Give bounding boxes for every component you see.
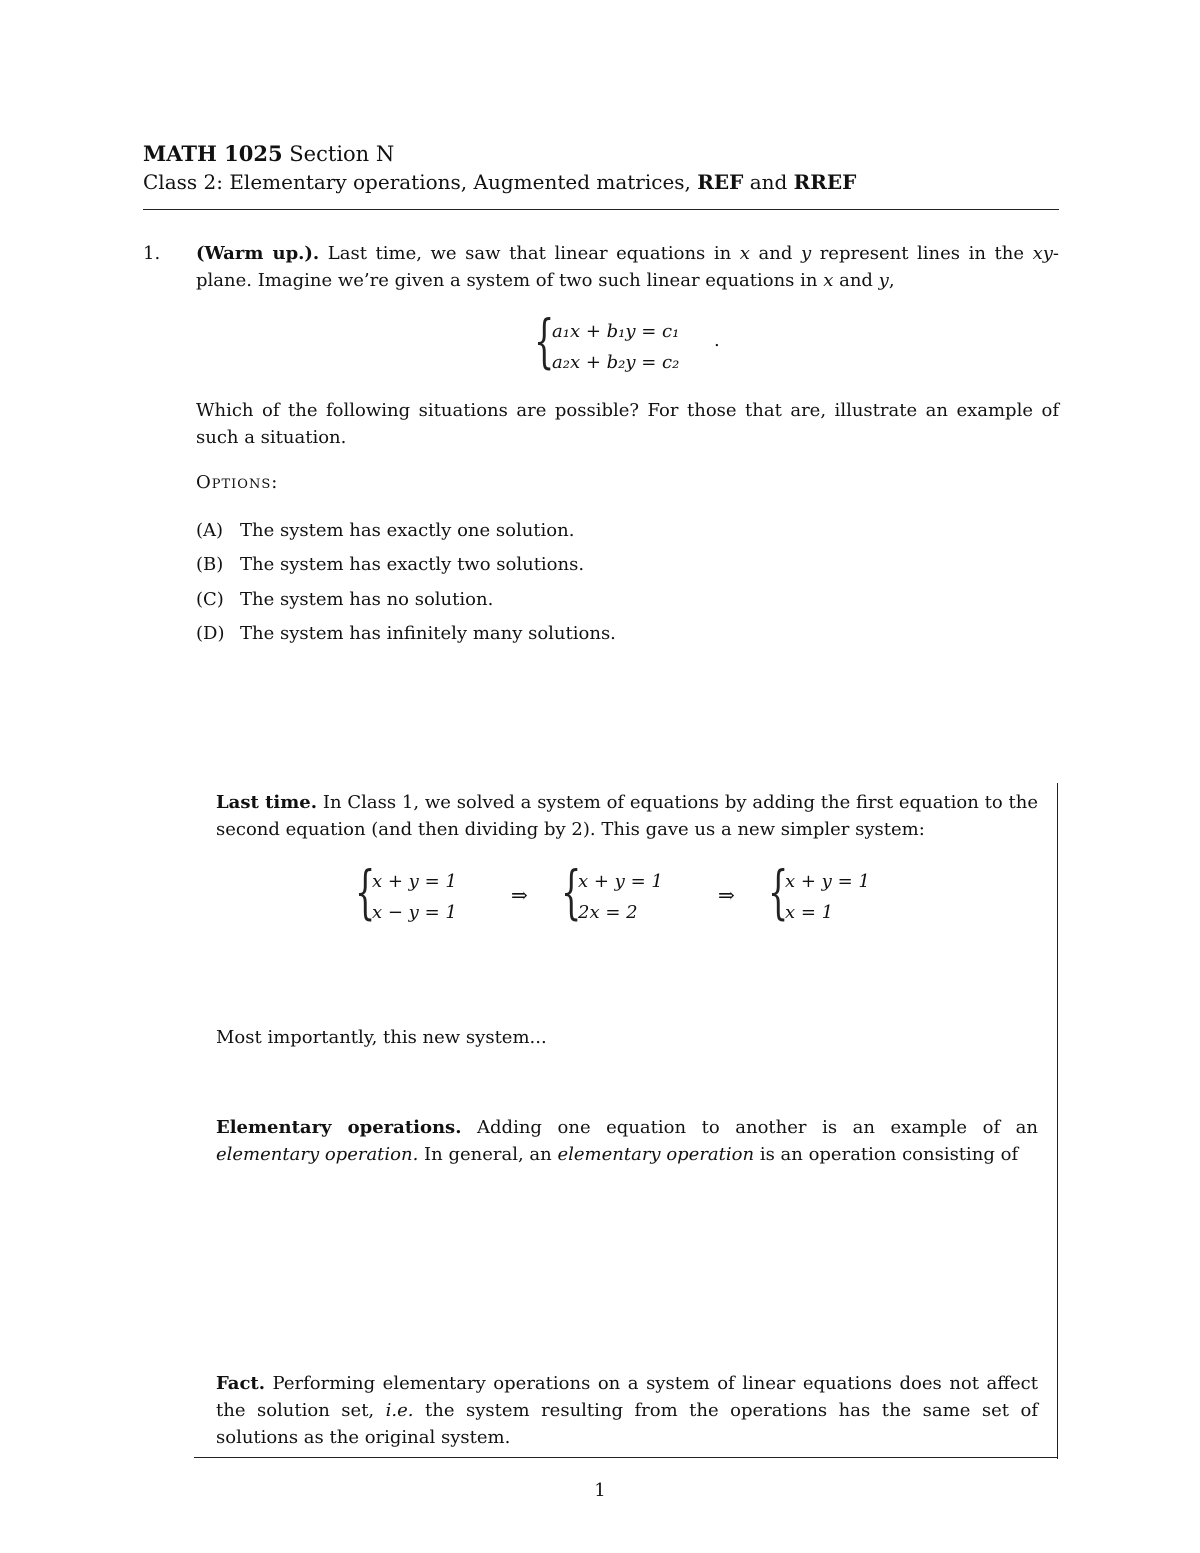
problem-intro — [196, 240, 1059, 294]
class-title-rref: RREF — [793, 170, 857, 194]
problem-question: Which of the following situations are possible? For those that are, illustrate an example of such a situation. — [196, 400, 1059, 448]
box-right-border — [1057, 783, 1058, 1459]
last-time-title: Last time. — [216, 792, 318, 813]
system-2-eq-1: x + y = 1 — [578, 871, 663, 892]
intro-and-1: and — [749, 243, 801, 264]
options-heading: Options: — [196, 472, 279, 493]
left-brace-icon-1: { — [355, 858, 376, 926]
box-bottom-border — [194, 1457, 1058, 1458]
option-a-text: The system has exactly one solution. — [240, 520, 575, 541]
elem-emphasis-2: elementary operation — [557, 1144, 755, 1165]
system-1-eq-2: x − y = 1 — [372, 902, 457, 923]
implies-arrow-icon-1: ⇒ — [511, 883, 528, 907]
option-b-label: (B) — [196, 554, 224, 575]
elementary-operations-title: Elementary operations. — [216, 1117, 462, 1138]
option-c-text: The system has no solution. — [240, 589, 494, 610]
left-brace-icon-3: { — [768, 858, 789, 926]
class-title-and: and — [743, 170, 794, 194]
system-1-eq-1: x + y = 1 — [372, 871, 457, 892]
course-title — [143, 141, 394, 166]
elem-text-a: Adding one equation to another is an example of an — [461, 1117, 1039, 1138]
option-d-text: The system has infinitely many solutions. — [240, 623, 616, 644]
fact-text-a: Performing elementary operations on a system of linear equations does not affect the solution set, — [216, 1373, 1038, 1421]
system-period: . — [714, 330, 720, 351]
intro-and-2: and — [833, 270, 879, 291]
var-y: y — [800, 243, 812, 264]
fact-title: Fact. — [216, 1373, 265, 1394]
left-brace-icon-2: { — [561, 858, 582, 926]
most-importantly-text: Most importantly, this new system... — [216, 1027, 547, 1048]
fact-ie: i.e. — [385, 1400, 414, 1421]
problem-number: 1. — [143, 243, 161, 264]
fact-text-b: the system resulting from the operations has the same set of solutions as the original system. — [216, 1400, 1038, 1448]
option-b — [196, 551, 584, 578]
general-eq-2: a₂x + b₂y = c₂ — [552, 352, 680, 373]
option-c-label: (C) — [196, 589, 224, 610]
last-time-text: In Class 1, we solved a system of equations by adding the first equation to the second equation (and then dividing by 2). This gave us a new simpler system: — [216, 792, 1038, 840]
option-d-label: (D) — [196, 623, 225, 644]
system-2-eq-2: 2x = 2 — [578, 902, 638, 923]
var-y-2: y — [878, 270, 889, 291]
var-x: x — [739, 243, 750, 264]
warmup-label: (Warm up.). — [196, 243, 320, 264]
system-1 — [372, 866, 457, 928]
var-x-2: x — [823, 270, 834, 291]
class-title-ref: REF — [697, 170, 744, 194]
left-brace-icon: { — [534, 307, 555, 375]
system-2 — [578, 866, 663, 928]
fact-paragraph — [216, 1370, 1038, 1451]
intro-text-d: , — [888, 270, 895, 291]
course-section: Section N — [282, 142, 395, 166]
intro-text-a: Last time, we saw that linear equations in — [319, 243, 740, 264]
general-system — [552, 316, 679, 378]
elem-text-b: In general, an — [418, 1144, 558, 1165]
intro-text-b: represent lines in the — [811, 243, 1033, 264]
var-xy: xy — [1032, 243, 1053, 264]
option-a — [196, 517, 574, 544]
option-b-text: The system has exactly two solutions. — [240, 554, 585, 575]
elementary-operations-paragraph — [216, 1114, 1038, 1168]
course-code: MATH 1025 — [143, 141, 283, 166]
option-a-label: (A) — [196, 520, 224, 541]
system-3-eq-2: x = 1 — [785, 902, 834, 923]
elem-emphasis-1: elementary operation. — [216, 1144, 419, 1165]
elem-text-c: is an operation consisting of — [754, 1144, 1019, 1165]
class-title — [143, 170, 856, 194]
page-number: 1 — [594, 1480, 606, 1501]
general-eq-1: a₁x + b₁y = c₁ — [552, 321, 680, 342]
last-time-paragraph — [216, 789, 1038, 843]
option-d — [196, 620, 616, 647]
system-3 — [785, 866, 870, 928]
header-divider — [143, 209, 1059, 210]
class-title-prefix: Class 2: Elementary operations, Augmented matrices, — [143, 170, 698, 194]
system-3-eq-1: x + y = 1 — [785, 871, 870, 892]
option-c — [196, 586, 493, 613]
implies-arrow-icon-2: ⇒ — [718, 883, 735, 907]
intro-text-c: -plane. Imagine we’re given a system of two such linear equations in — [196, 243, 1059, 291]
